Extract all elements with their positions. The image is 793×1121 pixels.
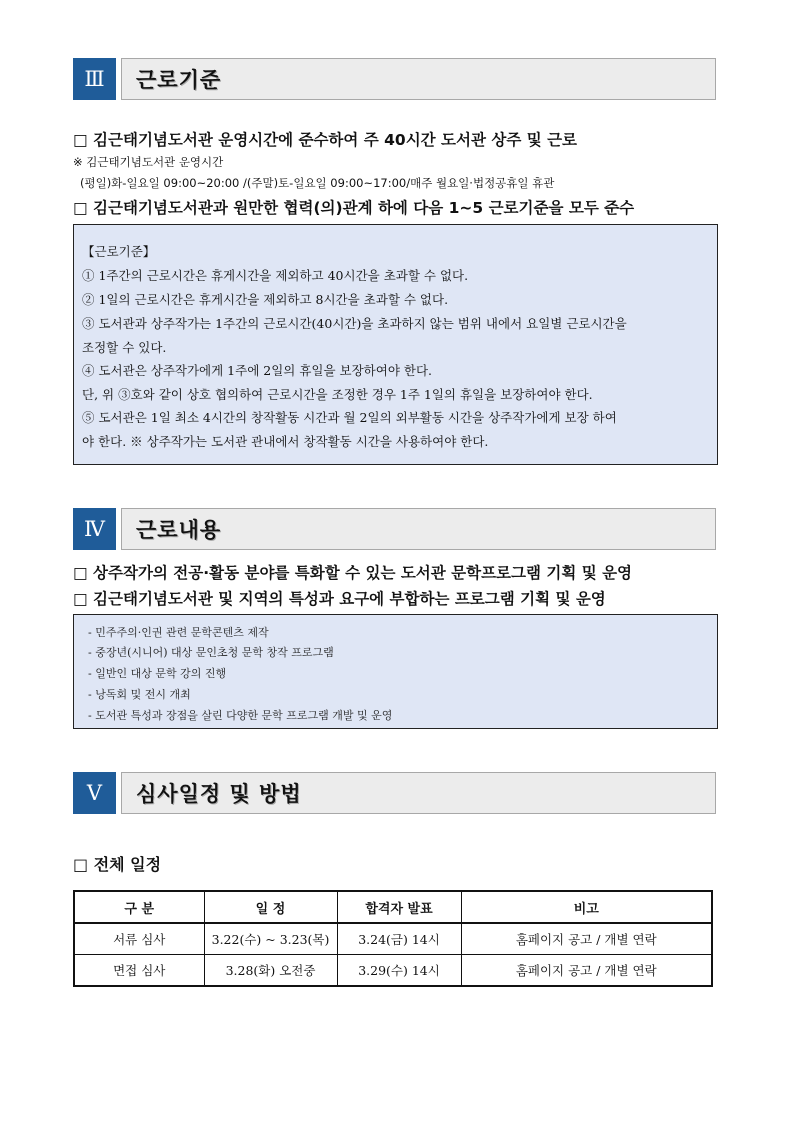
list-item: - 중장년(시니어) 대상 문인초청 문학 창작 프로그램 bbox=[88, 646, 334, 659]
operating-hours-note-title: ※ 김근태기념도서관 운영시간 bbox=[73, 155, 224, 169]
table-cell: 3.28(화) 오전중 bbox=[204, 955, 337, 987]
table-header-row bbox=[74, 891, 712, 923]
work-content-line: □ 김근태기념도서관 및 지역의 특성과 요구에 부합하는 프로그램 기획 및 운영 bbox=[73, 590, 606, 608]
table-cell: 3.29(수) 14시 bbox=[337, 955, 461, 987]
standard-item: ② 1일의 근로시간은 휴게시간을 제외하고 8시간을 초과할 수 없다. bbox=[82, 292, 449, 307]
header-announcement: 합격자 발표 bbox=[337, 891, 461, 923]
header-schedule: 일 정 bbox=[204, 891, 337, 923]
header-category: 구 분 bbox=[74, 891, 204, 923]
header-remarks: 비고 bbox=[461, 891, 712, 923]
cooperation-line: □ 김근태기념도서관과 원만한 협력(의)관계 하에 다음 1~5 근로기준을 모두 준수 bbox=[73, 199, 635, 217]
section-title: 근로기준 bbox=[121, 58, 716, 100]
standard-item: 단, 위 ③호와 같이 상호 협의하여 근로시간을 조정한 경우 1주 1일의 휴일을 보장하여야 한다. bbox=[82, 387, 593, 402]
standard-item: ⑤ 도서관은 1일 최소 4시간의 창작활동 시간과 월 2일의 외부활동 시간을 상주작가에게 보장 하여 bbox=[82, 410, 617, 425]
standard-item: 조정할 수 있다. bbox=[82, 340, 167, 355]
section-number: Ⅴ bbox=[73, 772, 116, 814]
schedule-subtitle: □ 전체 일정 bbox=[73, 855, 162, 874]
section-header-3 bbox=[73, 58, 716, 100]
work-hours-line: □ 김근태기념도서관 운영시간에 준수하여 주 40시간 도서관 상주 및 근로 bbox=[73, 131, 578, 149]
standard-item: ④ 도서관은 상주작가에게 1주에 2일의 휴일을 보장하여야 한다. bbox=[82, 363, 432, 378]
standard-item: ③ 도서관과 상주작가는 1주간의 근로시간(40시간)을 초과하지 않는 범위 내에서 요일별 근로시간을 bbox=[82, 316, 627, 331]
section-header-5 bbox=[73, 772, 716, 814]
section-title: 근로내용 bbox=[121, 508, 716, 550]
standards-heading: 【근로기준】 bbox=[82, 244, 156, 259]
table-cell: 서류 심사 bbox=[74, 923, 204, 955]
table-cell: 3.24(금) 14시 bbox=[337, 923, 461, 955]
section-header-4 bbox=[73, 508, 716, 550]
work-standards-box bbox=[73, 224, 718, 465]
table-row bbox=[74, 955, 712, 987]
table-cell: 홈페이지 공고 / 개별 연락 bbox=[461, 955, 712, 987]
operating-hours-note: (평일)화-일요일 09:00~20:00 /(주말)토-일요일 09:00~17:00/매주 월요일·법정공휴일 휴관 bbox=[80, 176, 555, 190]
section-number: Ⅳ bbox=[73, 508, 116, 550]
standard-item: 야 한다. ※ 상주작가는 도서관 관내에서 창작활동 시간을 사용하여야 한다. bbox=[82, 434, 489, 449]
table-cell: 3.22(수) ~ 3.23(목) bbox=[204, 923, 337, 955]
section-number: Ⅲ bbox=[73, 58, 116, 100]
table-cell: 홈페이지 공고 / 개별 연락 bbox=[461, 923, 712, 955]
table-row bbox=[74, 923, 712, 955]
list-item: - 일반인 대상 문학 강의 진행 bbox=[88, 667, 227, 680]
list-item: - 민주주의·인권 관련 문학콘텐츠 제작 bbox=[88, 626, 269, 639]
table-cell: 면접 심사 bbox=[74, 955, 204, 987]
list-item: - 도서관 특성과 장점을 살린 다양한 문학 프로그램 개발 및 운영 bbox=[88, 709, 393, 722]
standard-item: ① 1주간의 근로시간은 휴게시간을 제외하고 40시간을 초과할 수 없다. bbox=[82, 268, 469, 283]
program-list-box bbox=[73, 614, 718, 729]
schedule-table bbox=[73, 890, 713, 987]
section-title: 심사일정 및 방법 bbox=[121, 772, 716, 814]
list-item: - 낭독회 및 전시 개최 bbox=[88, 688, 191, 701]
work-content-line: □ 상주작가의 전공·활동 분야를 특화할 수 있는 도서관 문학프로그램 기획 및 운영 bbox=[73, 564, 633, 582]
